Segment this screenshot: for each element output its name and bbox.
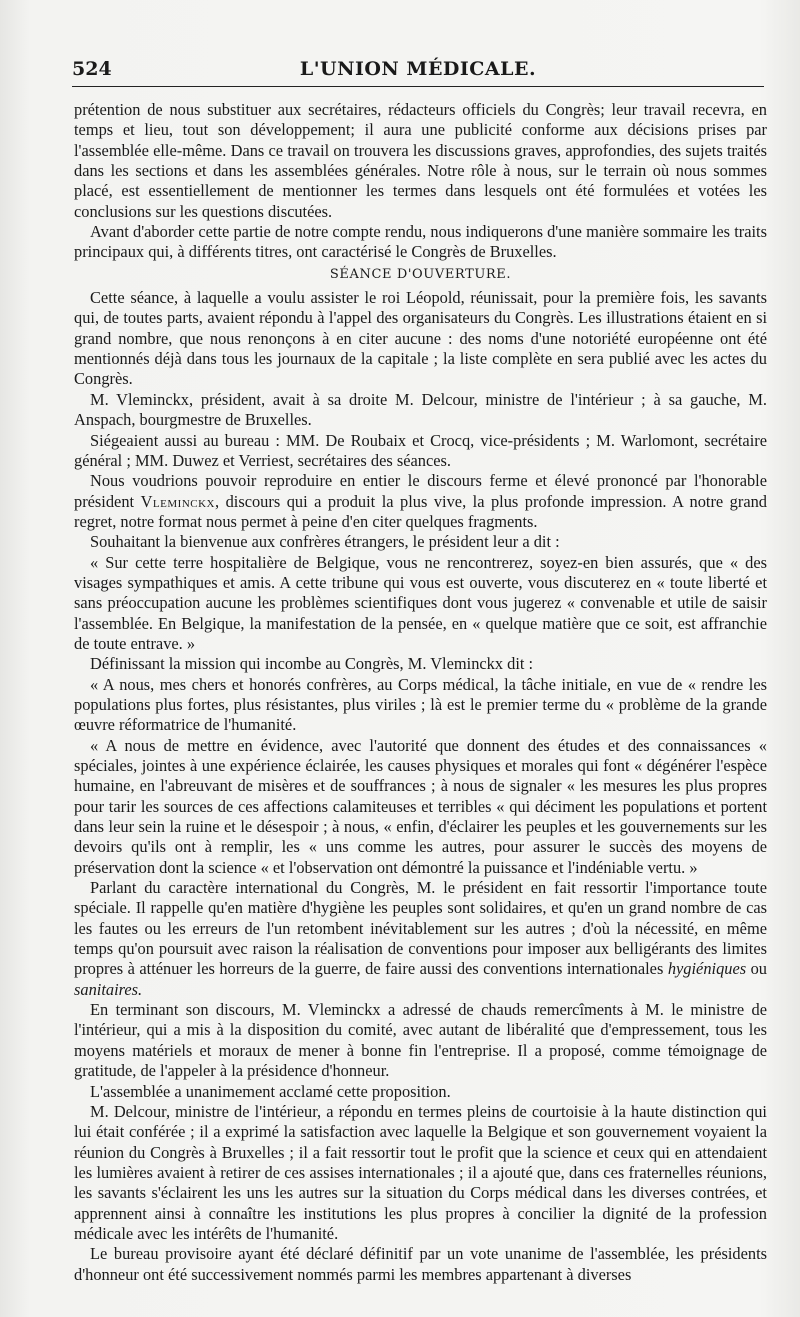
paragraph: prétention de nous substituer aux secrétaires, rédacteurs officiels du Congrès; leur travail recevra, en temps et lieu, tout son développement; il aura une publicité conforme aux décisions prises par l'assemblée elle-même. Dans ce travail on trouvera les discussions graves, approfondies, des sujets traités dans les sections et dans les assemblées générales. Notre rôle à nous, sur le terrain où nous sommes placé, est essentiellement de mentionner les termes dans lesquels ont été formulées et votées les conclusions sur les questions discutées. bbox=[74, 100, 767, 221]
body-text bbox=[74, 100, 767, 1285]
quotation: « A nous de mettre en évidence, avec l'autorité que donnent des études et des connaissances « spéciales, jointes à une expérience éclairée, les causes physiques et morales qui font « dégénérer l'espèce humaine, en l'abreuvant de misères et de souffrances ; à nous de signaler « les mesures les plus propres pour tarir les sources de ces affections calamiteuses et terribles « qui déciment les populations et portent dans leur sein la ruine et le désespoir ; à nous, « enfin, d'éclairer les peuples et les gouvernements sur les devoirs qu'ils ont à remplir, les « uns comme les autres, pour assurer le succès des moyens de préservation dont la science « et l'observation ont démontré la puissance et l'indéniable vertu. » bbox=[74, 735, 767, 877]
paragraph: Définissant la mission qui incombe au Congrès, M. Vleminckx dit : bbox=[90, 654, 534, 674]
paragraph bbox=[74, 471, 767, 532]
italic-term: hygiéniques bbox=[667, 959, 747, 979]
text-run: Parlant du caractère international du Congrès, M. le président en fait ressortir l'importance toute spéciale. Il rappelle qu'en matière d'hygiène les peuples sont solidaires, et qu'en un grand nombre de cas les fautes ou les erreurs de l'un retombent inévitablement sur les autres ; d'où la nécessité, en même temps qu'on poursuit avec raison la réalisation de conventions pour imposer aux belligérants des limites propres à atténuer les horreurs de la guerre, de faire aussi des conventions internationales bbox=[74, 878, 767, 979]
page-number: 524 bbox=[72, 58, 112, 80]
speaker-name: Vleminckx bbox=[140, 491, 215, 511]
text-run: Nous voudrions pouvoir reproduire en entier le discours ferme et élevé prononcé par l'honorable président bbox=[74, 471, 767, 511]
paragraph bbox=[74, 878, 767, 1000]
paragraph: Souhaitant la bienvenue aux confrères étrangers, le président leur a dit : bbox=[90, 532, 560, 552]
running-title: L'UNION MÉDICALE. bbox=[299, 58, 537, 80]
running-header bbox=[72, 56, 764, 87]
text-run: , discours qui a produit la plus vive, la plus profonde impression. A notre grand regret, notre format nous permet à peine d'en citer quelques fragments. bbox=[74, 491, 767, 531]
quotation: « A nous, mes chers et honorés confrères, au Corps médical, la tâche initiale, en vue de « rendre les populations plus fortes, plus résistantes, plus viriles ; là est le premier terme du « problème de la grande œuvre réformatrice de l'humanité. bbox=[74, 674, 767, 735]
paragraph: Siégeaient aussi au bureau : MM. De Roubaix et Crocq, vice-présidents ; M. Warlomont, secrétaire général ; MM. Duwez et Verriest, secrétaires des séances. bbox=[74, 430, 767, 470]
paragraph: M. Vleminckx, président, avait à sa droite M. Delcour, ministre de l'intérieur ; à sa gauche, M. Anspach, bourgmestre de Bruxelles. bbox=[74, 389, 767, 430]
paragraph: Cette séance, à laquelle a voulu assister le roi Léopold, réunissait, pour la première fois, les savants qui, de toutes parts, avaient répondu à l'appel des organisateurs du Congrès. Les illustrations étaient en si grand nombre, que nous renonçons à en citer aucune : des noms d'une notoriété européenne ont été mentionnés déjà dans tous les journaux de la capitale ; la liste complète en sera publié avec les actes du Congrès. bbox=[74, 288, 767, 389]
paragraph: M. Delcour, ministre de l'intérieur, a répondu en termes pleins de courtoisie à la haute distinction qui lui était conférée ; il a exprimé la satisfaction avec laquelle la Belgique et son gouvernement voyaient la réunion du Congrès à Bruxelles ; il a fait ressortir tout le profit que la science et ceux qui en attendaient les lumières avaient à retirer de ces assises internationales ; il a ajouté que, dans ces fraternelles réunions, les savants s'éclairent les uns les autres sur la situation du Corps médical dans les diverses contrées, et apprennent ainsi à connaître les institutions les plus propres à concilier la dignité de la profession médicale avec les intérêts de l'humanité. bbox=[74, 1101, 767, 1243]
section-heading: SÉANCE D'OUVERTURE. bbox=[329, 266, 512, 282]
paragraph: Avant d'aborder cette partie de notre compte rendu, nous indiquerons d'une manière sommaire les traits principaux qui, à différents titres, ont caractérisé le Congrès de Bruxelles. bbox=[74, 222, 767, 262]
quotation: « Sur cette terre hospitalière de Belgique, vous ne rencontrerez, soyez-en bien assurés, que « des visages sympathiques et amis. A cette tribune qui vous est ouverte, vous discuterez en « toute liberté et sans préoccupation aucune les problèmes scientifiques dont vous jugerez « convenable et utile de saisir l'assemblée. En Belgique, la manifestation de la pensée, en « quelque matière que ce soit, est affranchie de toute entrave. » bbox=[74, 552, 767, 653]
paragraph: Le bureau provisoire ayant été déclaré définitif par un vote unanime de l'assemblée, les présidents d'honneur ont été successivement nommés parmi les membres appartenant à diverses bbox=[74, 1244, 767, 1284]
paragraph: En terminant son discours, M. Vleminckx a adressé de chauds remercîments à M. le ministre de l'intérieur, qui a mis à la disposition du comité, avec autant de libéralité que d'empressement, tous les moyens matériels et moraux de mener à bonne fin l'entreprise. Il a proposé, comme témoignage de gratitude, de l'appeler à la présidence d'honneur. bbox=[74, 1000, 767, 1081]
text-run: ou bbox=[750, 959, 767, 979]
paragraph: L'assemblée a unanimement acclamé cette proposition. bbox=[90, 1081, 451, 1101]
italic-term: sanitaires. bbox=[74, 979, 143, 999]
